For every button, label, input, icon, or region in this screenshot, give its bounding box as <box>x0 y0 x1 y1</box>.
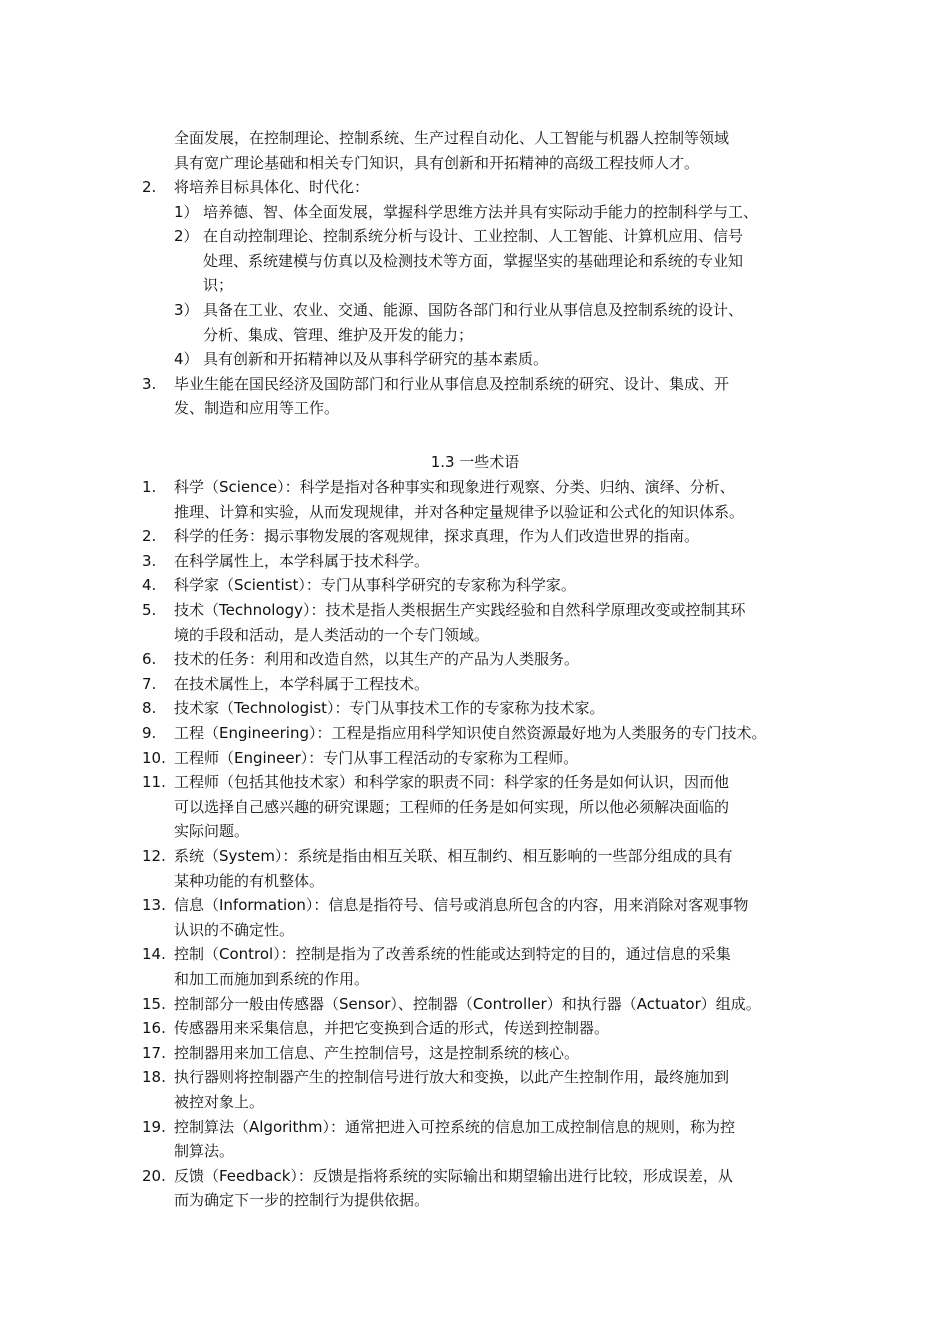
term-text: 系统（System）：系统是指由相互关联、相互制约、相互影响的一些部分组成的具有 <box>174 847 733 865</box>
list-item-text: 将培养目标具体化、时代化： <box>174 178 370 196</box>
term-number: 7. <box>142 674 157 693</box>
term-number: 11. <box>142 773 166 792</box>
term-text: 科学的任务：揭示事物发展的客观规律，探求真理，作为人们改造世界的指南。 <box>174 527 700 546</box>
list-item-text: 发、制造和应用等工作。 <box>174 399 340 418</box>
term-text: 控制算法（Algorithm）：通常把进入可控系统的信息加工成控制信息的规则，称为控 <box>174 1117 735 1136</box>
term-text: 科学家（Scientist）：专门从事科学研究的专家称为科学家。 <box>174 576 576 595</box>
term-text: 技术家（Technologist）：专门从事技术工作的专家称为技术家。 <box>174 699 605 718</box>
sublist-item-text: 分析、集成、管理、维护及开发的能力； <box>203 325 474 344</box>
intro-line: 具有宽广理论基础和相关专门知识，具有创新和开拓精神的高级工程技师人才。 <box>174 153 700 172</box>
term-number: 10. <box>142 748 166 767</box>
sublist-number: 1） <box>174 202 199 221</box>
term-text: 反馈（Feedback）：反馈是指将系统的实际输出和期望输出进行比较，形成误差，从 <box>174 1166 733 1185</box>
term-number: 9. <box>142 724 157 742</box>
term-number: 18. <box>142 1068 166 1087</box>
term-number: 19. <box>142 1117 166 1136</box>
term-text: 实际问题。 <box>174 822 250 841</box>
term-text: 在技术属性上，本学科属于工程技术。 <box>174 674 430 693</box>
sublist-item-text: 培养德、智、体全面发展，掌握科学思维方法并具有实际动手能力的控制科学与工、 <box>203 202 759 221</box>
term-text: 执行器则将控制器产生的控制信号进行放大和变换，以此产生控制作用，最终施加到 <box>174 1068 730 1087</box>
sublist-number: 2） <box>174 227 199 246</box>
term-number: 14. <box>142 945 166 964</box>
term-text: 控制（Control）：控制是指为了改善系统的性能或达到特定的目的，通过信息的采集 <box>174 945 731 964</box>
term-text: 被控对象上。 <box>174 1093 265 1111</box>
sublist-number: 4） <box>174 350 199 369</box>
term-text: 科学（Science）：科学是指对各种事实和现象进行观察、分类、归纳、演绎、分析、 <box>174 478 735 496</box>
term-number: 8. <box>142 699 157 718</box>
term-text: 控制器用来加工信息、产生控制信号，这是控制系统的核心。 <box>174 1043 580 1062</box>
term-text: 技术（Technology）：技术是指人类根据生产实践经验和自然科学原理改变或控制其环 <box>174 601 746 619</box>
term-number: 13. <box>142 896 166 915</box>
list-number: 2. <box>142 178 157 196</box>
sublist-number: 3） <box>174 301 199 319</box>
term-text: 认识的不确定性。 <box>174 920 295 939</box>
sublist-item-text: 处理、系统建模与仿真以及检测技术等方面，掌握坚实的基础理论和系统的专业知 <box>203 251 744 270</box>
term-text: 控制部分一般由传感器（Sensor）、控制器（Controller）和执行器（Actuator）组成。 <box>174 994 761 1013</box>
sublist-item-text: 在自动控制理论、控制系统分析与设计、工业控制、人工智能、计算机应用、信号 <box>203 227 744 246</box>
term-text: 制算法。 <box>174 1142 235 1161</box>
list-number: 3. <box>142 374 157 393</box>
list-item-text: 毕业生能在国民经济及国防部门和行业从事信息及控制系统的研究、设计、集成、开 <box>174 374 730 393</box>
term-text: 技术的任务：利用和改造自然，以其生产的产品为人类服务。 <box>174 650 580 669</box>
sublist-item-text: 具备在工业、农业、交通、能源、国防各部门和行业从事信息及控制系统的设计、 <box>203 301 744 319</box>
term-number: 16. <box>142 1019 166 1038</box>
term-text: 工程（Engineering）：工程是指应用科学知识使自然资源最好地为人类服务的专门技术。 <box>174 724 767 742</box>
term-number: 6. <box>142 650 157 669</box>
term-number: 12. <box>142 847 166 865</box>
term-text: 信息（Information）：信息是指符号、信号或消息所包含的内容，用来消除对客观事物 <box>174 896 749 915</box>
term-text: 可以选择自己感兴趣的研究课题；工程师的任务是如何实现，所以他必须解决面临的 <box>174 797 730 816</box>
term-text: 传感器用来采集信息，并把它变换到合适的形式，传送到控制器。 <box>174 1019 610 1038</box>
intro-line: 全面发展，在控制理论、控制系统、生产过程自动化、人工智能与机器人控制等领域 <box>174 129 730 147</box>
term-number: 3. <box>142 551 157 570</box>
term-number: 2. <box>142 527 157 546</box>
term-number: 4. <box>142 576 157 595</box>
term-number: 15. <box>142 994 166 1013</box>
sublist-item-text: 具有创新和开拓精神以及从事科学研究的基本素质。 <box>203 350 549 369</box>
term-text: 推理、计算和实验，从而发现规律，并对各种定量规律予以验证和公式化的知识体系。 <box>174 502 745 521</box>
term-text: 在科学属性上，本学科属于技术科学。 <box>174 551 430 570</box>
term-number: 20. <box>142 1166 166 1185</box>
term-number: 1. <box>142 478 157 496</box>
term-text: 工程师（Engineer）：专门从事工程活动的专家称为工程师。 <box>174 748 579 767</box>
term-number: 17. <box>142 1043 166 1062</box>
sublist-item-text: 识； <box>203 276 234 295</box>
term-text: 而为确定下一步的控制行为提供依据。 <box>174 1191 430 1210</box>
term-text: 和加工而施加到系统的作用。 <box>174 970 370 988</box>
section-title: 1.3 一些术语 <box>430 453 520 471</box>
term-text: 某种功能的有机整体。 <box>174 871 325 890</box>
term-text: 境的手段和活动，是人类活动的一个专门领域。 <box>174 625 490 644</box>
term-number: 5. <box>142 601 157 619</box>
term-text: 工程师（包括其他技术家）和科学家的职责不同：科学家的任务是如何认识，因而他 <box>174 773 730 792</box>
